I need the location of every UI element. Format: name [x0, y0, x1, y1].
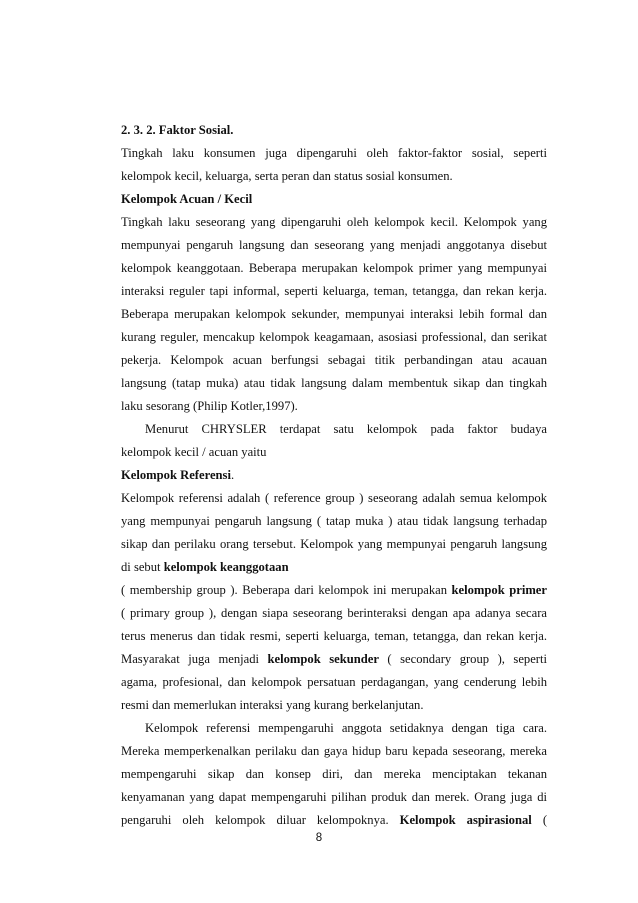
paragraph-line: Tingkah laku seseorang yang dipengaruhi oleh kelompok kecil. Kelompok yang	[121, 215, 547, 229]
paragraph-line: kelompok keanggotaan. Beberapa merupakan kelompok primer yang mempunyai	[121, 261, 547, 275]
paragraph-line: langsung (tatap muka) atau tidak langsung dalam membentuk sikap dan tingkah	[121, 376, 547, 390]
paragraph-line: kurang reguler, mencakup kelompok keagamaan, asosiasi professional, dan serikat	[121, 330, 547, 344]
subheading-kelompok-referensi: Kelompok Referensi.	[121, 468, 235, 482]
paragraph-line: mempunyai pengaruh langsung dan seseorang yang menjadi anggotanya disebut	[121, 238, 547, 252]
paragraph-line: terus menerus dan tidak resmi, seperti keluarga, teman, tetangga, dan rekan kerja.	[121, 629, 547, 643]
paragraph-line: pengaruhi oleh kelompok diluar kelompoknya. Kelompok aspirasional (	[121, 813, 547, 827]
paragraph-line: interaksi reguler tapi informal, seperti keluarga, teman, tetangga, dan rekan kerja.	[121, 284, 547, 298]
paragraph-line: kelompok kecil / acuan yaitu	[121, 445, 267, 459]
paragraph-line: kelompok kecil, keluarga, serta peran dan status sosial konsumen.	[121, 169, 453, 183]
paragraph-line: yang mempunyai pengaruh langsung ( tatap muka ) atau tidak langsung terhadap	[121, 514, 547, 528]
paragraph-line: Tingkah laku konsumen juga dipengaruhi oleh faktor-faktor sosial, seperti	[121, 146, 547, 160]
paragraph-line: mempengaruhi sikap dan konsep diri, dan mereka menciptakan tekanan	[121, 767, 547, 781]
paragraph-line: sikap dan perilaku orang tersebut. Kelompok yang mempunyai pengaruh langsung	[121, 537, 547, 551]
paragraph-line: Kelompok referensi adalah ( reference group ) seseorang adalah semua kelompok	[121, 491, 547, 505]
subheading-kelompok-acuan: Kelompok Acuan / Kecil	[121, 192, 253, 206]
paragraph-line: kenyamanan yang dapat mempengaruhi pilihan produk dan merek. Orang juga di	[121, 790, 547, 804]
section-heading: 2. 3. 2. Faktor Sosial.	[121, 123, 234, 137]
paragraph-line: Kelompok referensi mempengaruhi anggota setidaknya dengan tiga cara.	[145, 721, 547, 735]
paragraph-line: resmi dan memerlukan interaksi yang kurang berkelanjutan.	[121, 698, 424, 712]
paragraph-line: ( primary group ), dengan siapa seseorang berinteraksi dengan apa adanya secara	[121, 606, 547, 620]
paragraph-line: agama, profesional, dan kelompok persatuan perdagangan, yang cenderung lebih	[121, 675, 547, 689]
page-number: 8	[315, 832, 323, 844]
paragraph-line: Masyarakat juga menjadi kelompok sekunder ( secondary group ), seperti	[121, 652, 547, 666]
paragraph-line: Mereka memperkenalkan perilaku dan gaya hidup baru kepada seseorang, mereka	[121, 744, 547, 758]
paragraph-line: ( membership group ). Beberapa dari kelompok ini merupakan kelompok primer	[121, 583, 547, 597]
paragraph-line: di sebut kelompok keanggotaan	[121, 560, 289, 574]
paragraph-line: laku sesorang (Philip Kotler,1997).	[121, 399, 298, 413]
paragraph-line: pekerja. Kelompok acuan berfungsi sebagai titik perbandingan atau acauan	[121, 353, 547, 367]
paragraph-line: Menurut CHRYSLER terdapat satu kelompok pada faktor budaya	[145, 422, 547, 436]
paragraph-line: Beberapa merupakan kelompok sekunder, mempunyai interaksi lebih formal dan	[121, 307, 547, 321]
